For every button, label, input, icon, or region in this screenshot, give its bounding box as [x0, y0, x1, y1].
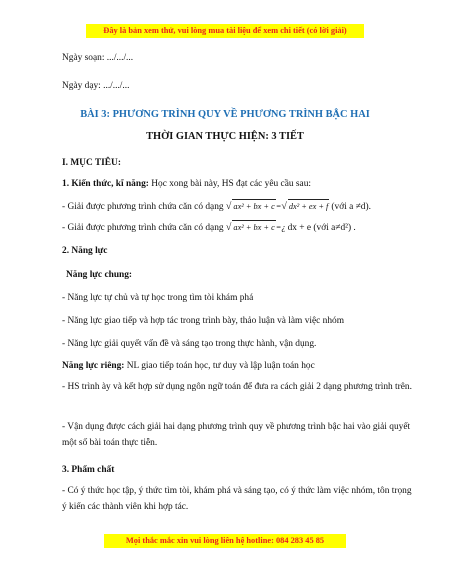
- lesson-duration: THỜI GIAN THỰC HIỆN: 3 TIẾT: [146, 131, 304, 142]
- preview-notice-banner: Đây là bản xem thử, vui lòng mua tài liệu để xem chi tiết (có lời giải): [86, 24, 364, 38]
- general-capacity-heading: Năng lực chung:: [66, 270, 133, 280]
- formula-2-eq: =¿: [275, 223, 286, 232]
- knowledge-item-1: [62, 199, 371, 214]
- formula-2-left: ax² + bx + c: [232, 220, 275, 234]
- item1-suffix: (với a ≠d).: [331, 202, 371, 212]
- item1-prefix: - Giải được phương trình chứa căn có dạng: [62, 202, 224, 212]
- prep-date: Ngày soạn: .../.../...: [62, 53, 134, 63]
- item2-suffix: dx + e (với a≠d²) .: [287, 223, 356, 233]
- general-capacity-item-3: - Năng lực giải quyết vấn đề và sáng tạo trong thực hành, vận dụng.: [62, 339, 317, 349]
- specific-capacity-label: Năng lực riêng:: [62, 361, 125, 371]
- quality-text: - Có ý thức học tập, ý thức tìm tòi, khám phá và sáng tạo, có ý thức làm việc nhóm, tôn trọng ý kiến các thành viên khi hợp tác.: [62, 486, 412, 512]
- capacity-heading: 2. Năng lực: [62, 246, 108, 256]
- formula-2: √ ax² + bx + c=¿: [225, 222, 286, 233]
- quality-heading: 3. Phẩm chất: [62, 465, 115, 475]
- knowledge-line: [62, 178, 311, 191]
- specific-capacity-line: [62, 360, 315, 373]
- specific-capacity-item-1: - HS trình ày và kết hợp sử dụng ngôn ngữ toán để đưa ra cách giải 2 dạng phương trình trên.: [62, 382, 412, 392]
- knowledge-item-2: [62, 220, 356, 235]
- specific-capacity-item-2: - Vận dụng được cách giải hai dạng phương trình quy về phương trình bậc hai vào giải quyết một số bài toán thực tiễn.: [62, 422, 411, 448]
- item2-prefix: - Giải được phương trình chứa căn có dạng: [62, 223, 224, 233]
- formula-1-eq: =: [275, 202, 282, 211]
- formula-1-left: ax² + bx + c: [232, 199, 275, 213]
- teach-date: Ngày dạy: .../.../...: [62, 81, 130, 91]
- hotline-banner: Mọi thắc mắc xin vui lòng liên hệ hotline: 084 283 45 85: [104, 534, 346, 548]
- specific-capacity-text: NL giao tiếp toán học, tư duy và lập luận toán học: [126, 361, 315, 371]
- formula-1: √ ax² + bx + c=√ dx² + ex + f: [225, 201, 329, 212]
- knowledge-text: Học xong bài này, HS đạt các yêu cầu sau:: [151, 179, 311, 189]
- formula-1-right: dx² + ex + f: [288, 199, 329, 213]
- lesson-title: BÀI 3: PHƯƠNG TRÌNH QUY VỀ PHƯƠNG TRÌNH BẬC HAI: [80, 109, 370, 120]
- general-capacity-item-1: - Năng lực tự chủ và tự học trong tìm tòi khám phá: [62, 293, 254, 303]
- knowledge-heading: 1. Kiến thức, kĩ năng:: [62, 179, 149, 189]
- section-objectives-heading: I. MỤC TIÊU:: [62, 158, 121, 168]
- general-capacity-item-2: - Năng lực giao tiếp và hợp tác trong trình bày, thảo luận và làm việc nhóm: [62, 316, 345, 326]
